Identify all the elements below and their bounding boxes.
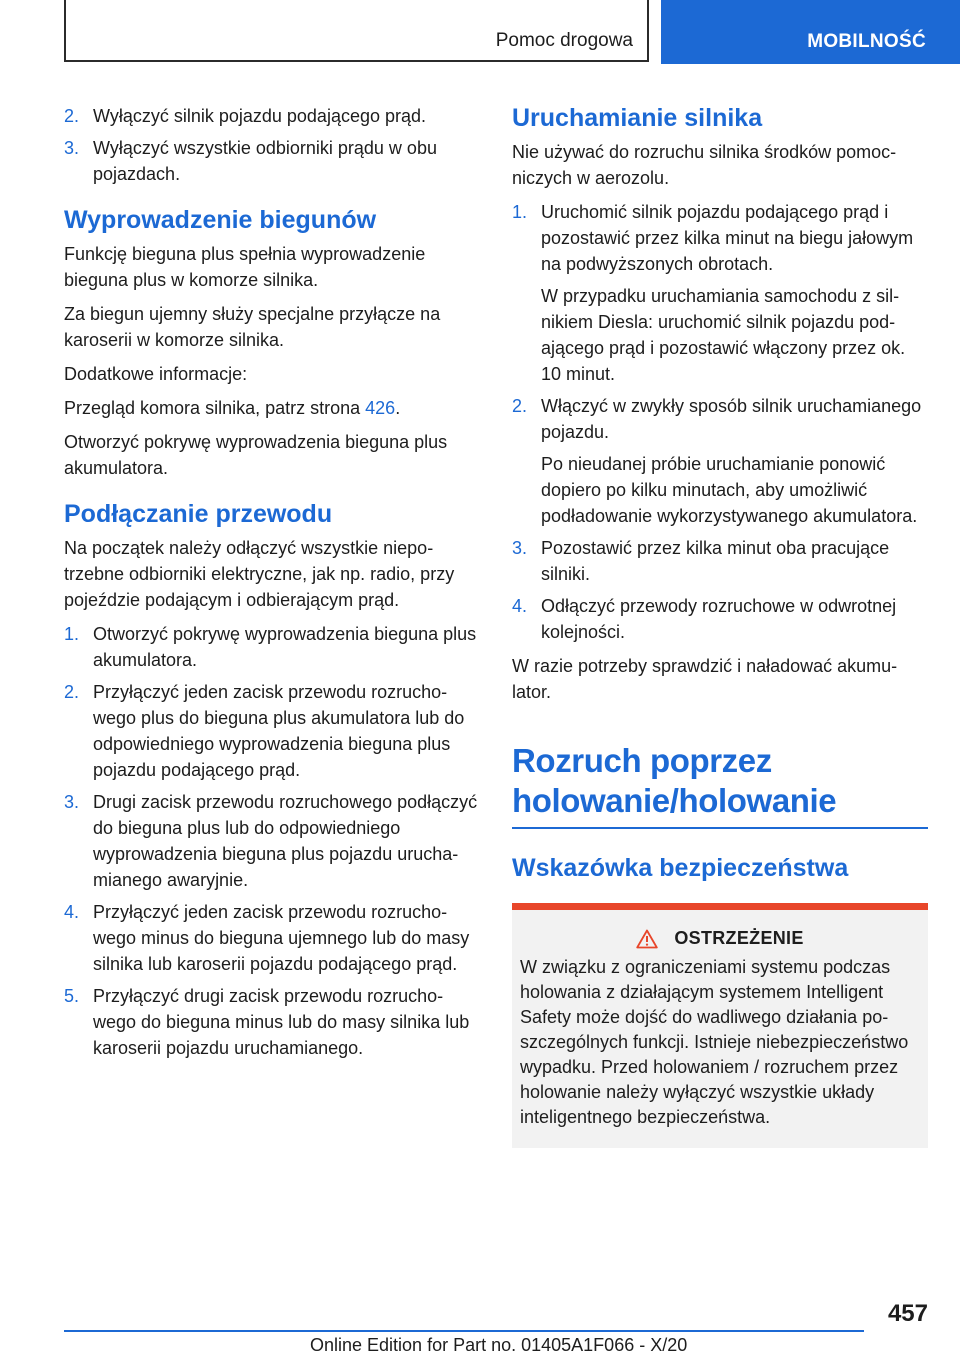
paragraph-with-link xyxy=(64,395,478,421)
paragraph: Otworzyć pokrywę wyprowadzenia bieguna plus akumulatora. xyxy=(64,432,448,478)
paragraph-text: Przegląd komora silnika, patrz strona xyxy=(64,398,366,418)
step-number: 4. xyxy=(512,596,528,616)
step-text: Odłączyć przewody rozruchowe w odwrotnej kolejności. xyxy=(541,596,897,642)
cable-steps-list xyxy=(64,621,478,1061)
step-number: 2. xyxy=(512,396,528,416)
header-section-label: MOBILNOŚĆ xyxy=(807,31,926,52)
step-number: 5. xyxy=(64,986,80,1006)
step-continuation: W przypadku uruchamiania samochodu z silnikiem Diesla: uruchomić silnik pojazdu podającego prąd i pozostawić włączony przez ok. 10 minut. xyxy=(541,286,906,384)
warning-text: W związku z ograniczeniami systemu podczas holowania z działającym systemem Intelligent Safety może dojść do wadliwego działania poszczególnych funkcji. Istnieje niebezpieczeństwo wypadku. Przed holowaniem / rozruchem przez holowanie należy wyłączyć wszystkie układy inteligentnego bezpieczeństwa. xyxy=(520,957,909,1127)
step-continuation: Po nieudanej próbie uruchamianie ponowić dopiero po kilku minutach, aby umożliwić podładowanie wykorzystywanego akumulatora. xyxy=(541,454,918,526)
list-item xyxy=(64,679,478,783)
step-number: 4. xyxy=(64,902,80,922)
footer-divider xyxy=(64,1330,864,1332)
list-item xyxy=(64,103,478,129)
heading-starting-engine: Uruchamianie silnika xyxy=(512,104,763,132)
list-item xyxy=(64,789,478,893)
step-text: Przyłączyć jeden zacisk przewodu rozruchowego plus do bieguna plus akumulatora lub do odpowiedniego wyprowadzenia bieguna plus pojazdu podającego prąd. xyxy=(93,682,465,780)
top-steps-list xyxy=(64,103,478,187)
list-item xyxy=(64,899,478,977)
right-column xyxy=(512,103,928,1148)
left-column xyxy=(64,103,478,1069)
step-number: 1. xyxy=(64,624,80,644)
paragraph: Dodatkowe informacje: xyxy=(64,364,248,384)
heading-tow-start: Rozruch poprzez holowanie/holowanie xyxy=(512,741,928,829)
paragraph: Funkcję bieguna plus spełnia wyprowadzenie bieguna plus w komorze silnika. xyxy=(64,244,426,290)
paragraph-text: . xyxy=(395,398,401,418)
step-number: 2. xyxy=(64,106,80,126)
list-item xyxy=(64,135,478,187)
page-link[interactable]: 426 xyxy=(365,398,396,418)
paragraph: Nie używać do rozruchu silnika środków pomocniczych w aerozolu. xyxy=(512,142,897,188)
header-title-box xyxy=(64,0,649,62)
start-steps-list xyxy=(512,199,928,645)
page-number: 457 xyxy=(887,1300,928,1327)
paragraph: Na początek należy odłączyć wszystkie niepotrzebne odbiorniki elektryczne, jak np. radio, przy pojeździe podającym i odbierającym prąd. xyxy=(64,538,455,610)
step-text: Uruchomić silnik pojazdu podającego prąd i pozostawić przez kilka minut na biegu jałowym na podwyższonych obrotach. xyxy=(541,202,914,274)
step-text: Drugi zacisk przewodu rozruchowego podłączyć do bieguna plus lub do odpowiedniego wyprowadzenia bieguna plus pojazdu uruchamianego awaryjnie. xyxy=(93,792,478,890)
heading-pole-terminals: Wyprowadzenie biegunów xyxy=(64,206,377,234)
footer-edition: Online Edition for Part no. 01405A1F066 - X/20 xyxy=(310,1335,688,1355)
step-text: Włączyć w zwykły sposób silnik uruchamianego pojazdu. xyxy=(541,396,922,442)
list-item xyxy=(512,535,928,587)
step-number: 2. xyxy=(64,682,80,702)
step-text: Wyłączyć wszystkie odbiorniki prądu w obu pojazdach. xyxy=(93,138,437,184)
list-item xyxy=(512,593,928,645)
step-text: Pozostawić przez kilka minut oba pracujące silniki. xyxy=(541,538,890,584)
list-item xyxy=(512,199,928,387)
warning-header xyxy=(520,928,920,949)
header-title: Pomoc drogowa xyxy=(495,30,633,51)
list-item xyxy=(64,621,478,673)
step-number: 3. xyxy=(64,138,80,158)
step-text: Przyłączyć drugi zacisk przewodu rozruchowego do bieguna minus lub do masy silnika lub karoserii pojazdu uruchamianego. xyxy=(93,986,470,1058)
step-text: Otworzyć pokrywę wyprowadzenia bieguna plus akumulatora. xyxy=(93,624,477,670)
heading-safety-note: Wskazówka bezpieczeństwa xyxy=(512,854,849,882)
step-number: 3. xyxy=(512,538,528,558)
warning-box xyxy=(512,903,928,1148)
warning-title: OSTRZEŻENIE xyxy=(674,928,804,948)
paragraph: Za biegun ujemny służy specjalne przyłącze na karoserii w komorze silnika. xyxy=(64,304,441,350)
list-item xyxy=(512,393,928,529)
paragraph: W razie potrzeby sprawdzić i naładować akumulator. xyxy=(512,656,898,702)
heading-connecting-cable: Podłączanie przewodu xyxy=(64,500,333,528)
step-text: Wyłączyć silnik pojazdu podającego prąd. xyxy=(93,106,427,126)
step-text: Przyłączyć jeden zacisk przewodu rozruchowego minus do bieguna ujemnego lub do masy silnika lub karoserii pojazdu podającego prąd. xyxy=(93,902,470,974)
step-number: 1. xyxy=(512,202,528,222)
list-item xyxy=(64,983,478,1061)
warning-triangle-icon xyxy=(636,929,658,949)
step-number: 3. xyxy=(64,792,80,812)
header-section-tab xyxy=(661,0,960,64)
